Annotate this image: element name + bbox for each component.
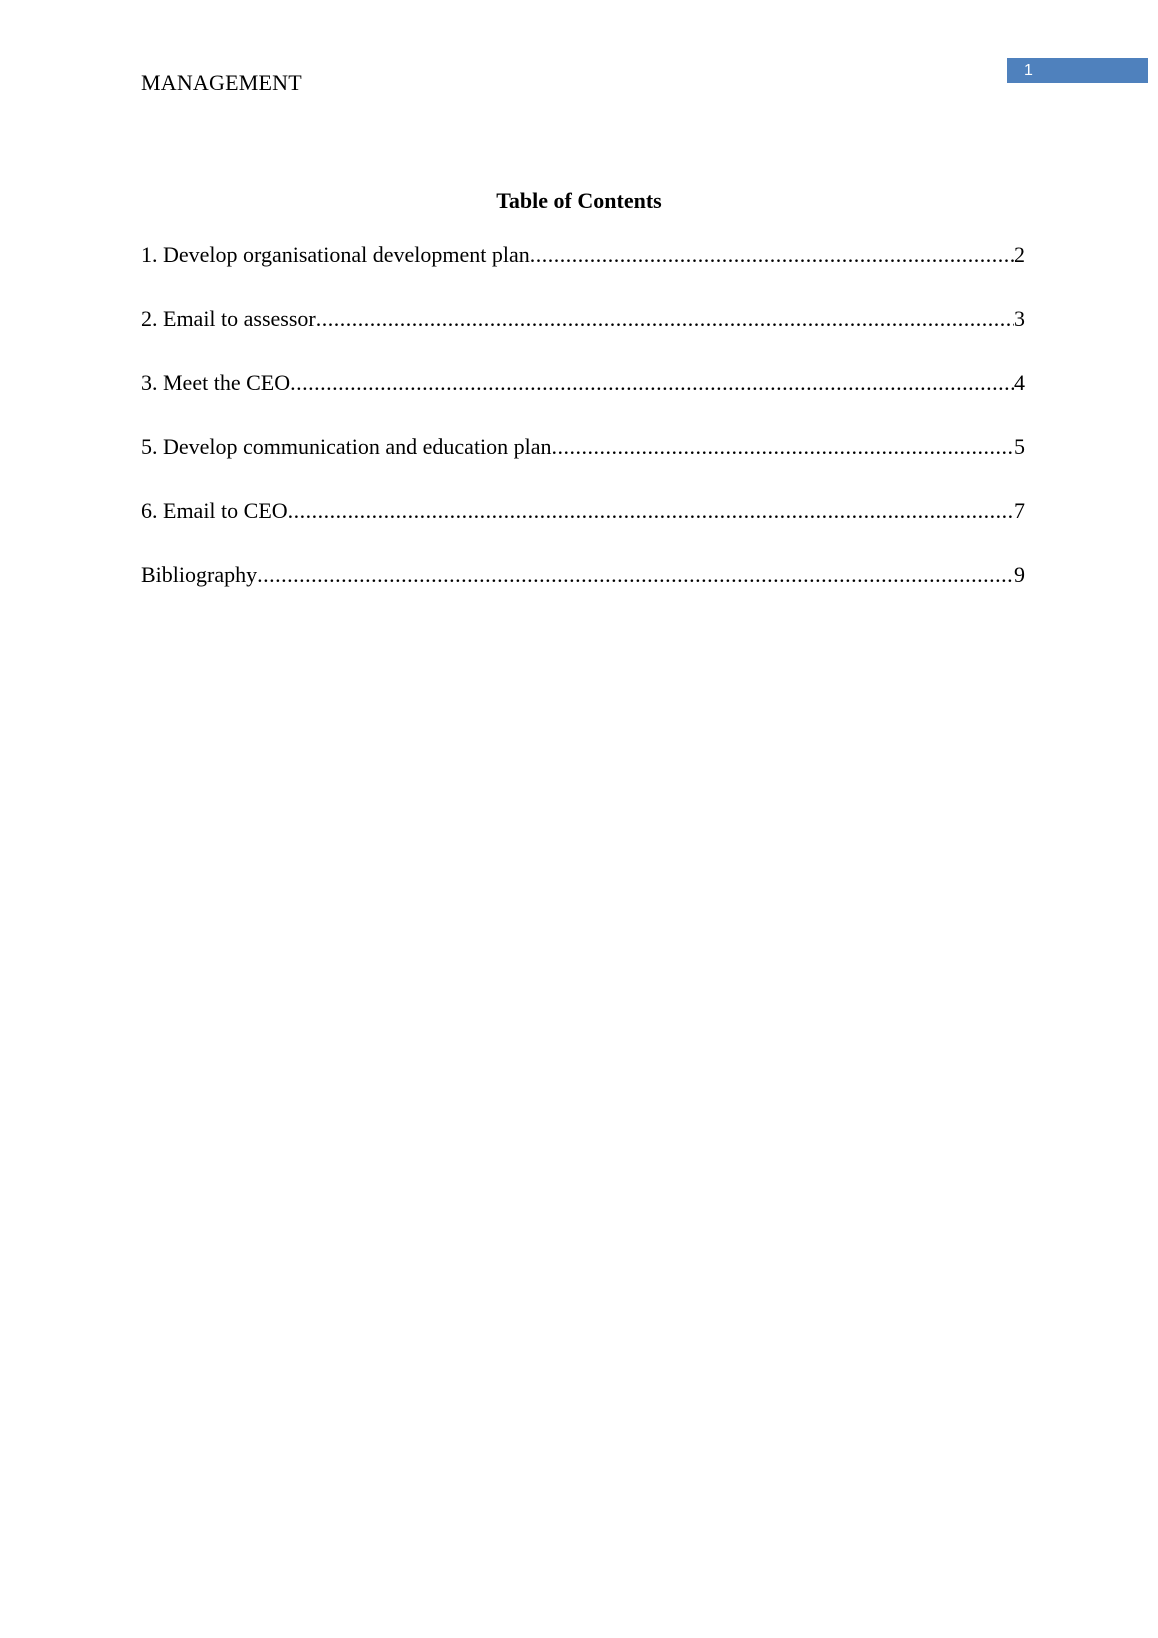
running-head: MANAGEMENT [141,70,302,95]
toc-entry[interactable] [141,369,1025,433]
toc-entry[interactable] [141,305,1025,369]
toc-entry-page: 5 [1014,434,1025,459]
toc-entry-title: Bibliography [141,562,258,587]
toc-entry-page: 4 [1014,370,1025,395]
toc-entry[interactable] [141,497,1025,561]
toc-entry-title: 5. Develop communication and education plan [141,434,552,459]
toc-entry[interactable] [141,433,1025,497]
toc-dot-leader [316,305,1014,333]
toc-dot-leader [257,561,1014,589]
table-of-contents [141,241,1025,625]
toc-title: Table of Contents [496,188,662,213]
toc-dot-leader [288,497,1014,525]
toc-dot-leader [290,369,1014,397]
toc-entry-title: 1. Develop organisational development plan [141,242,530,267]
toc-entry[interactable] [141,561,1025,625]
toc-dot-leader [530,241,1014,269]
toc-entry-title: 6. Email to CEO [141,498,288,523]
toc-entry-page: 9 [1014,562,1025,587]
toc-entry[interactable] [141,241,1025,305]
toc-entry-page: 7 [1014,498,1025,523]
page-number-box [1007,58,1148,83]
page-number: 1 [1024,62,1033,79]
toc-entry-title: 3. Meet the CEO [141,370,291,395]
toc-entry-title: 2. Email to assessor [141,306,316,331]
toc-entry-page: 2 [1014,242,1025,267]
toc-dot-leader [552,433,1014,461]
toc-entry-page: 3 [1014,306,1025,331]
